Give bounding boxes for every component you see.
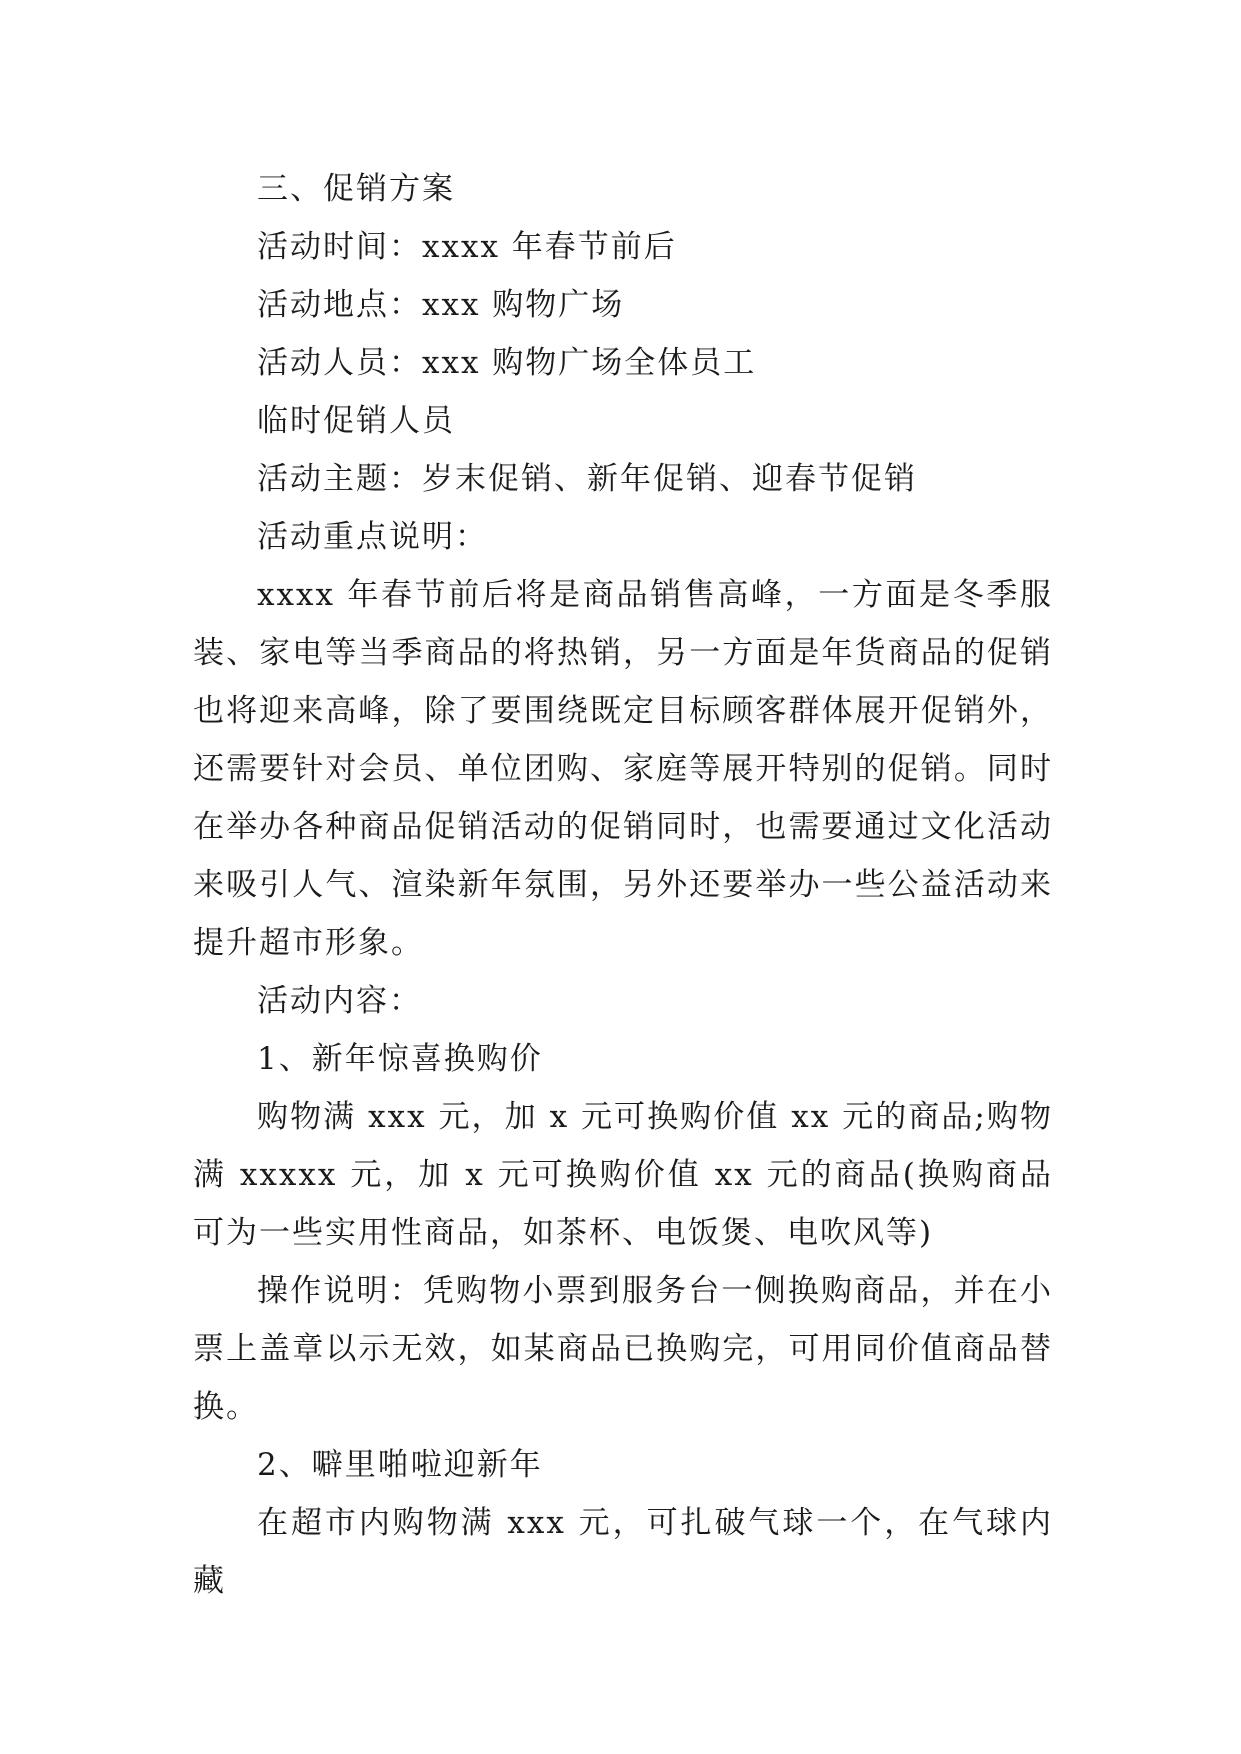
item1-operation: 操作说明：凭购物小票到服务台一侧换购商品，并在小票上盖章以示无效，如某商品已换购完，可用同价值商品替换。: [193, 1273, 1053, 1425]
item1-title: 1、新年惊喜换购价: [257, 1041, 543, 1077]
activity-theme: 活动主题：岁末促销、新年促销、迎春节促销: [257, 461, 917, 497]
document-body: [193, 160, 1053, 1610]
activity-place: 活动地点：xxx 购物广场: [257, 287, 625, 323]
item2-title: 2、噼里啪啦迎新年: [257, 1447, 543, 1483]
temporary-staff: 临时促销人员: [257, 403, 455, 439]
item1-paragraph: 购物满 xxx 元，加 x 元可换购价值 xx 元的商品;购物满 xxxxx 元，加 x 元可换购价值 xx 元的商品(换购商品可为一些实用性商品，如茶杯、电饭煲、电吹风等): [193, 1099, 1053, 1251]
focus-paragraph: xxxx 年春节前后将是商品销售高峰，一方面是冬季服装、家电等当季商品的将热销，另一方面是年货商品的促销也将迎来高峰，除了要围绕既定目标顾客群体展开促销外，还需要针对会员、单位团购、家庭等展开特别的促销。同时在举办各种商品促销活动的促销同时，也需要通过文化活动来吸引人气、渲染新年氛围，另外还要举办一些公益活动来提升超市形象。: [193, 577, 1053, 961]
item2-paragraph: 在超市内购物满 xxx 元，可扎破气球一个，在气球内藏: [193, 1505, 1053, 1599]
activity-staff: 活动人员：xxx 购物广场全体员工: [257, 345, 757, 381]
section-heading: 三、促销方案: [257, 171, 455, 207]
content-heading: 活动内容：: [257, 983, 422, 1019]
activity-time: 活动时间：xxxx 年春节前后: [257, 229, 677, 265]
focus-heading: 活动重点说明：: [257, 519, 488, 555]
